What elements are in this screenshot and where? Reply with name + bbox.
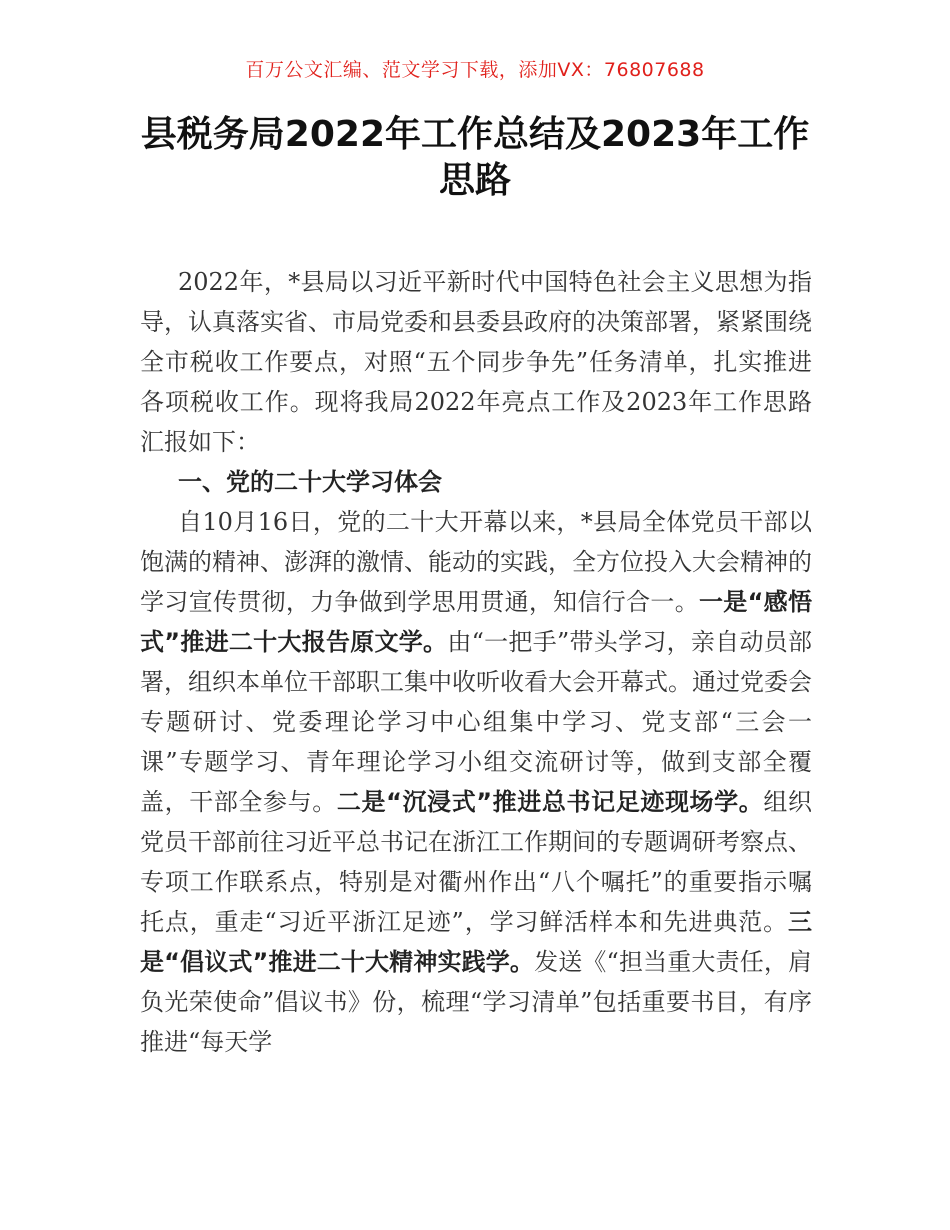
paragraph-text: 自10月16日，党的二十大开幕以来，*县局全体党员干部以饱满的精神、澎湃的激情、能动的实践，全方位投入大会精神的学习宣传贯彻，力争做到学思用贯通，知信行合一。 [140, 508, 812, 616]
point-one-heading: 一是“感悟式”推进二十大报告原文学。 [140, 588, 812, 656]
header-contact-note: 百万公文汇编、范文学习下载，添加VX：76807688 [245, 59, 705, 81]
section-paragraph [140, 502, 812, 1062]
intro-paragraph: 2022年，*县局以习近平新时代中国特色社会主义思想为指导，认真落实省、市局党委和县委县政府的决策部署，紧紧围绕全市税收工作要点，对照“五个同步争先”任务清单，扎实推进各项税收工作。现将我局2022年亮点工作及2023年工作思路汇报如下： [140, 268, 812, 456]
point-one-text: 由“一把手”带头学习，亲自动员部署，组织本单位干部职工集中收听收看大会开幕式。通过党委会专题研讨、党委理论学习中心组集中学习、党支部“三会一课”专题学习、青年理论学习小组交流研讨等，做到支部全覆盖，干部全参与。 [140, 628, 812, 816]
document-title-line1: 县税务局2022年工作总结及2023年工作 [140, 114, 810, 155]
point-two-text: 组织党员干部前往习近平总书记在浙江工作期间的专题调研考察点、专项工作联系点，特别是对衢州作出“八个嘱托”的重要指示嘱托点，重走“习近平浙江足迹”，学习鲜活样本和先进典范。 [140, 788, 812, 936]
section-heading: 一、党的二十大学习体会 [178, 468, 442, 496]
point-three-text: 发送《“担当重大责任，肩负光荣使命”倡议书》份，梳理“学习清单”包括重要书目，有序推进“每天学 [140, 948, 813, 1056]
point-two-heading: 二是“沉浸式”推进总书记足迹现场学。 [336, 788, 764, 816]
document-title-line2: 思路 [438, 160, 511, 201]
point-three-heading: 三是“倡议式”推进二十大精神实践学。 [140, 908, 812, 976]
document-body [140, 262, 812, 1062]
document-title [120, 112, 830, 204]
